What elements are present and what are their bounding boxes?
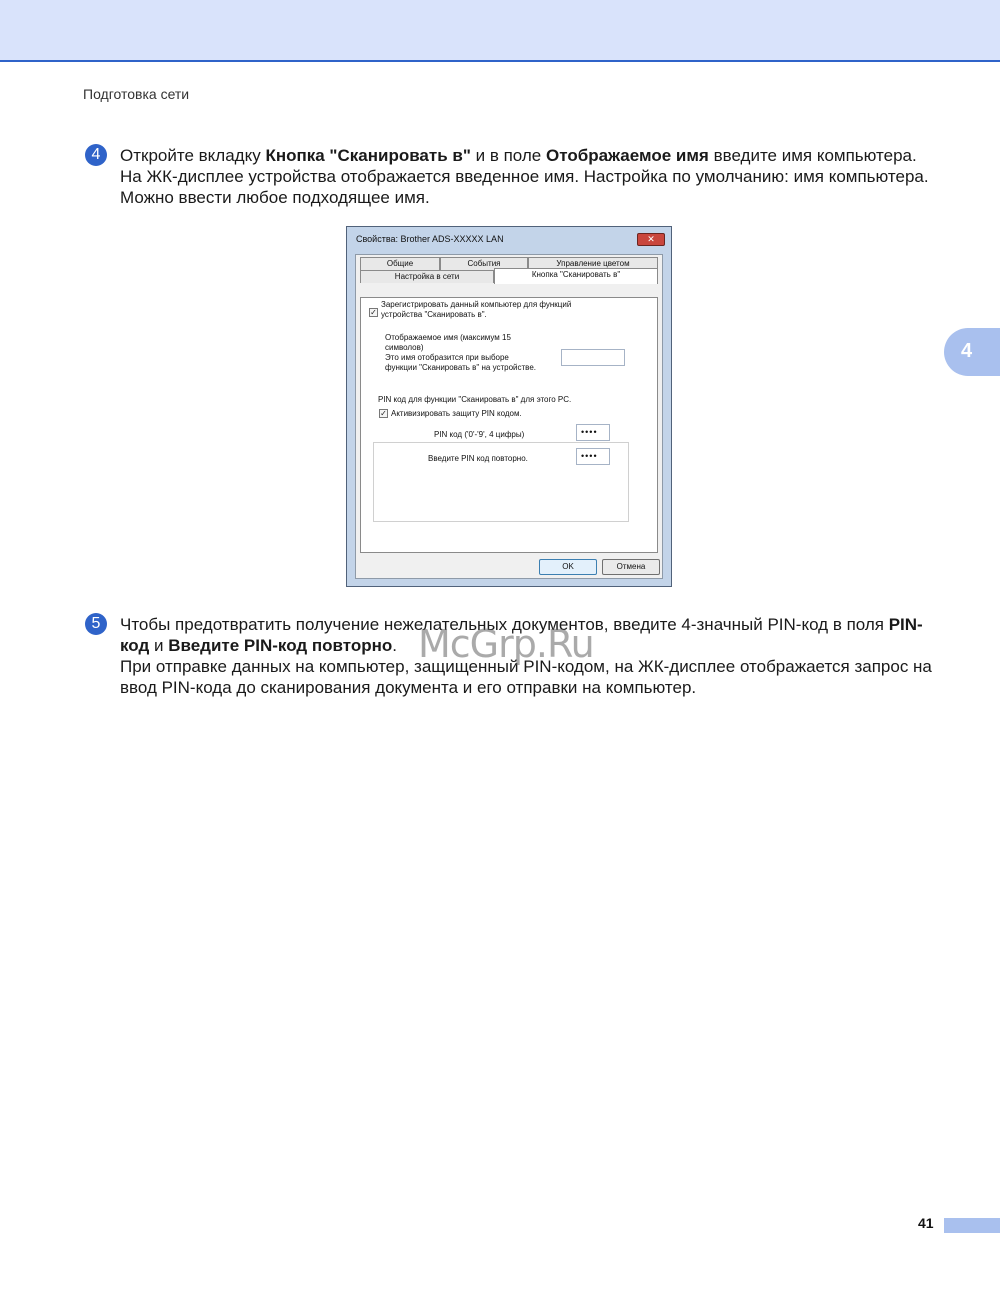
register-label-2: устройства "Сканировать в". xyxy=(381,310,487,319)
step-4-badge: 4 xyxy=(85,144,107,166)
step-5-text-part: Чтобы предотвратить получение нежелательных документов, введите 4-значный PIN-код в поля xyxy=(120,615,889,634)
chapter-number: 4 xyxy=(961,340,973,362)
step-5-text-part: и xyxy=(149,636,169,655)
pin-label: PIN код ('0'-'9', 4 цифры) xyxy=(434,430,525,439)
tab-scan-to-button[interactable]: Кнопка "Сканировать в" xyxy=(494,268,658,284)
header-band xyxy=(0,0,1000,60)
step-4-text-part: и в поле xyxy=(470,146,546,165)
step-5-text-part: . xyxy=(392,636,398,655)
register-label-1: Зарегистрировать данный компьютер для функций xyxy=(381,300,572,309)
pin-group-title: PIN код для функции "Сканировать в" для этого PC. xyxy=(378,395,572,404)
tab-panel xyxy=(360,297,658,553)
step-4-text-part: введите имя компьютера. На ЖК-дисплее устройства отображается введенное имя. Настройка по умолчанию: имя компьютера. Можно ввести любое подходящее имя. xyxy=(120,146,929,207)
pin-protect-label: Активизировать защиту PIN кодом. xyxy=(391,409,522,418)
step-4-text xyxy=(120,145,940,208)
register-checkbox[interactable]: ✓ xyxy=(370,308,377,317)
display-name-label-1: Отображаемое имя (максимум 15 xyxy=(385,333,511,342)
cancel-button[interactable]: Отмена xyxy=(602,559,660,575)
display-name-label-4: функции "Сканировать в" на устройстве. xyxy=(385,363,537,372)
tab-color-management[interactable]: Управление цветом xyxy=(528,257,658,270)
step-5-paragraph-2: При отправке данных на компьютер, защищенный PIN-кодом, на ЖК-дисплее отображается запрос на ввод PIN-кода до сканирования документа и его отправки на компьютер. xyxy=(120,657,932,697)
step-5-badge: 5 xyxy=(85,613,107,635)
dialog-body xyxy=(355,254,663,579)
step-4-bold-field: Отображаемое имя xyxy=(546,146,709,165)
display-name-label-2: символов) xyxy=(385,343,424,352)
dialog-title: Свойства: Brother ADS-XXXXX LAN xyxy=(356,234,504,244)
step-4-text-part: Откройте вкладку xyxy=(120,146,266,165)
pin-input[interactable]: •••• xyxy=(576,424,610,441)
section-title: Подготовка сети xyxy=(83,86,190,102)
watermark: McGrp.Ru xyxy=(418,622,594,666)
properties-dialog xyxy=(346,226,672,587)
pin-protect-checkbox[interactable]: ✓ xyxy=(380,409,387,418)
close-icon[interactable]: ✕ xyxy=(637,233,665,246)
page-number: 41 xyxy=(918,1215,934,1231)
pin-repeat-input[interactable]: •••• xyxy=(576,448,610,465)
step-4-bold-tab: Кнопка "Сканировать в" xyxy=(265,146,471,165)
chapter-tab xyxy=(944,328,1000,376)
display-name-input[interactable] xyxy=(561,349,625,366)
step-5-bold-pin: PIN-код xyxy=(120,615,923,655)
pin-repeat-label: Введите PIN код повторно. xyxy=(428,454,528,463)
step-5-bold-pin-repeat: Введите PIN-код повторно xyxy=(168,636,393,655)
display-name-label-3: Это имя отобразится при выборе xyxy=(385,353,509,362)
tab-network-settings[interactable]: Настройка в сети xyxy=(360,270,494,283)
tab-events[interactable]: События xyxy=(440,257,528,270)
ok-button[interactable]: OK xyxy=(539,559,597,575)
tab-general[interactable]: Общие xyxy=(360,257,440,270)
header-rule xyxy=(0,60,1000,62)
footer-band xyxy=(944,1218,1000,1233)
